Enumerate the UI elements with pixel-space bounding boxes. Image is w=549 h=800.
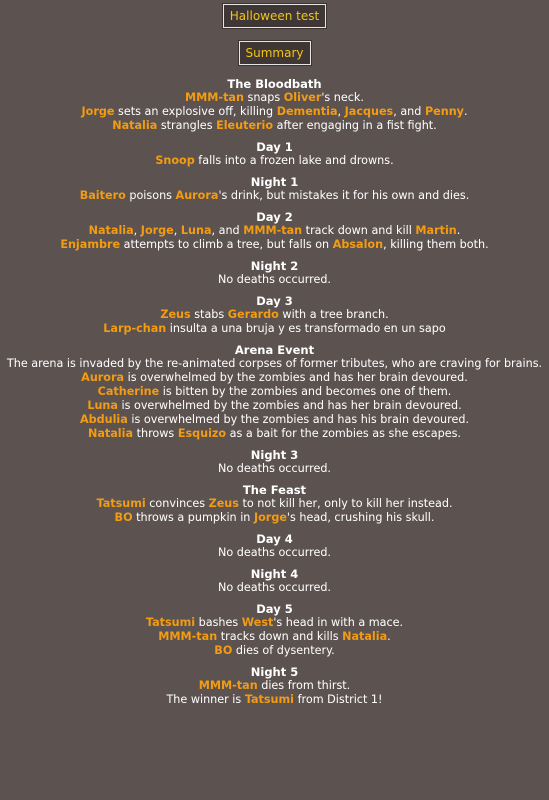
event-text: as a bait for the zombies as she escapes. [226, 427, 461, 440]
tribute-name: Tatsumi [145, 616, 196, 629]
tribute-name: Jorge [81, 105, 115, 118]
event-text: dies of dysentery. [232, 644, 335, 657]
event-section [0, 210, 549, 252]
tribute-name: Natalia [342, 630, 388, 643]
tribute-name: Martin [415, 224, 457, 237]
tribute-name: Enjambre [60, 238, 121, 251]
event-line [0, 322, 549, 336]
event-line [0, 357, 549, 371]
tribute-name: Zeus [160, 308, 191, 321]
event-line [0, 399, 549, 413]
event-text: throws [133, 427, 178, 440]
event-line [0, 238, 549, 252]
event-text: snaps [243, 91, 284, 104]
section-title: Day 5 [256, 602, 293, 616]
tribute-name: MMM-tan [158, 630, 218, 643]
event-text: stabs [190, 308, 228, 321]
event-text: , [337, 105, 345, 118]
tribute-name: Baitero [79, 189, 126, 202]
tribute-name: Natalia [112, 119, 158, 132]
tribute-name: Luna [87, 399, 118, 412]
section-title: Day 4 [256, 532, 293, 546]
event-section [0, 665, 549, 707]
event-text: , and [211, 224, 244, 237]
event-line [0, 224, 549, 238]
section-title: Day 3 [256, 294, 293, 308]
event-text: No deaths occurred. [217, 273, 331, 286]
event-text: poisons [125, 189, 176, 202]
event-section [0, 532, 549, 560]
event-text: The winner is [166, 693, 245, 706]
event-text: sets an explosive off, killing [114, 105, 277, 118]
section-title: Night 1 [250, 175, 299, 189]
event-line [0, 497, 549, 511]
event-line [0, 616, 549, 630]
event-line [0, 581, 549, 595]
event-line [0, 189, 549, 203]
event-line [0, 385, 549, 399]
event-line [0, 371, 549, 385]
tribute-name: Absalon [332, 238, 384, 251]
tribute-name: Natalia [88, 427, 134, 440]
tribute-name: Zeus [208, 497, 239, 510]
event-line [0, 119, 549, 133]
tribute-name: Jacques [344, 105, 394, 118]
tribute-name: Snoop [155, 154, 195, 167]
event-line [0, 105, 549, 119]
tribute-name: Gerardo [227, 308, 279, 321]
tribute-name: Aurora [81, 371, 125, 384]
event-text: track down and kill [302, 224, 416, 237]
event-line [0, 462, 549, 476]
event-text: convinces [145, 497, 209, 510]
tribute-name: Eleuterio [216, 119, 274, 132]
event-text: falls into a frozen lake and drowns. [194, 154, 394, 167]
event-text: , [133, 224, 141, 237]
tribute-name: BO [114, 511, 133, 524]
event-text: 's neck. [321, 91, 364, 104]
event-section [0, 294, 549, 336]
event-text: insulta a una bruja y es transformado en un sapo [166, 322, 446, 335]
event-section [0, 77, 549, 133]
tribute-name: Esquizo [177, 427, 227, 440]
section-title: The Bloodbath [227, 77, 322, 91]
event-section [0, 602, 549, 658]
tribute-name: Tatsumi [96, 497, 146, 510]
event-text: is overwhelmed by the zombies and has her brain devoured. [117, 399, 462, 412]
event-line [0, 679, 549, 693]
tribute-name: Penny [424, 105, 464, 118]
event-text: strangles [157, 119, 217, 132]
event-section [0, 259, 549, 287]
tribute-name: Jorge [253, 511, 287, 524]
event-text: after engaging in a fist fight. [273, 119, 437, 132]
event-section [0, 567, 549, 595]
event-text: . [456, 224, 461, 237]
event-text: dies from thirst. [257, 679, 351, 692]
section-title: Day 1 [256, 140, 293, 154]
event-section [0, 343, 549, 441]
tribute-name: West [241, 616, 274, 629]
event-text: , [173, 224, 181, 237]
event-line [0, 511, 549, 525]
event-section [0, 483, 549, 525]
event-text: No deaths occurred. [217, 546, 331, 559]
tribute-name: Abdulia [79, 413, 128, 426]
tribute-name: Tatsumi [244, 693, 295, 706]
event-line [0, 630, 549, 644]
tribute-name: MMM-tan [243, 224, 303, 237]
event-text: 's head in with a mace. [273, 616, 404, 629]
event-text: tracks down and kills [217, 630, 343, 643]
event-text: is overwhelmed by the zombies and has his brain devoured. [127, 413, 470, 426]
event-line [0, 308, 549, 322]
section-title: Night 4 [250, 567, 299, 581]
event-text: , killing them both. [383, 238, 489, 251]
event-line [0, 91, 549, 105]
header [0, 0, 549, 65]
event-text: . [387, 630, 391, 643]
tribute-name: MMM-tan [198, 679, 258, 692]
section-title: Night 5 [250, 665, 299, 679]
section-title: Arena Event [234, 343, 315, 357]
event-text: 's head, crushing his skull. [286, 511, 435, 524]
event-section [0, 140, 549, 168]
event-line [0, 154, 549, 168]
tribute-name: Jorge [140, 224, 174, 237]
event-line [0, 693, 549, 707]
event-text: . [463, 105, 468, 118]
tribute-name: Aurora [175, 189, 219, 202]
event-text: No deaths occurred. [217, 462, 331, 475]
section-title: Night 3 [250, 448, 299, 462]
tribute-name: Natalia [88, 224, 134, 237]
section-title: The Feast [242, 483, 307, 497]
event-text: is bitten by the zombies and becomes one of them. [159, 385, 452, 398]
section-title: Day 2 [256, 210, 293, 224]
event-text: No deaths occurred. [217, 581, 331, 594]
event-text: throws a pumpkin in [132, 511, 254, 524]
tribute-name: BO [214, 644, 233, 657]
event-text: attempts to climb a tree, but falls on [120, 238, 333, 251]
event-text: with a tree branch. [278, 308, 389, 321]
tribute-name: MMM-tan [185, 91, 244, 104]
summary-button[interactable]: Summary [239, 41, 311, 65]
event-text: from District 1! [294, 693, 383, 706]
event-text: to not kill her, only to kill her instead. [238, 497, 453, 510]
event-line [0, 273, 549, 287]
events-summary [0, 77, 549, 707]
event-line [0, 413, 549, 427]
event-text: is overwhelmed by the zombies and has her brain devoured. [124, 371, 468, 384]
event-section [0, 175, 549, 203]
section-title: Night 2 [250, 259, 299, 273]
tribute-name: Dementia [276, 105, 338, 118]
event-text: The arena is invaded by the re-animated corpses of former tributes, who are craving for brains. [6, 357, 543, 370]
event-text: 's drink, but mistakes it for his own and dies. [218, 189, 470, 202]
event-line [0, 644, 549, 658]
event-text: , and [393, 105, 425, 118]
event-section [0, 448, 549, 476]
tribute-name: Oliver [283, 91, 322, 104]
event-text: bashes [195, 616, 242, 629]
tribute-name: Catherine [97, 385, 160, 398]
halloween-test-button[interactable]: Halloween test [223, 4, 326, 28]
tribute-name: Larp-chan [103, 322, 167, 335]
tribute-name: Luna [180, 224, 212, 237]
event-line [0, 427, 549, 441]
event-line [0, 546, 549, 560]
